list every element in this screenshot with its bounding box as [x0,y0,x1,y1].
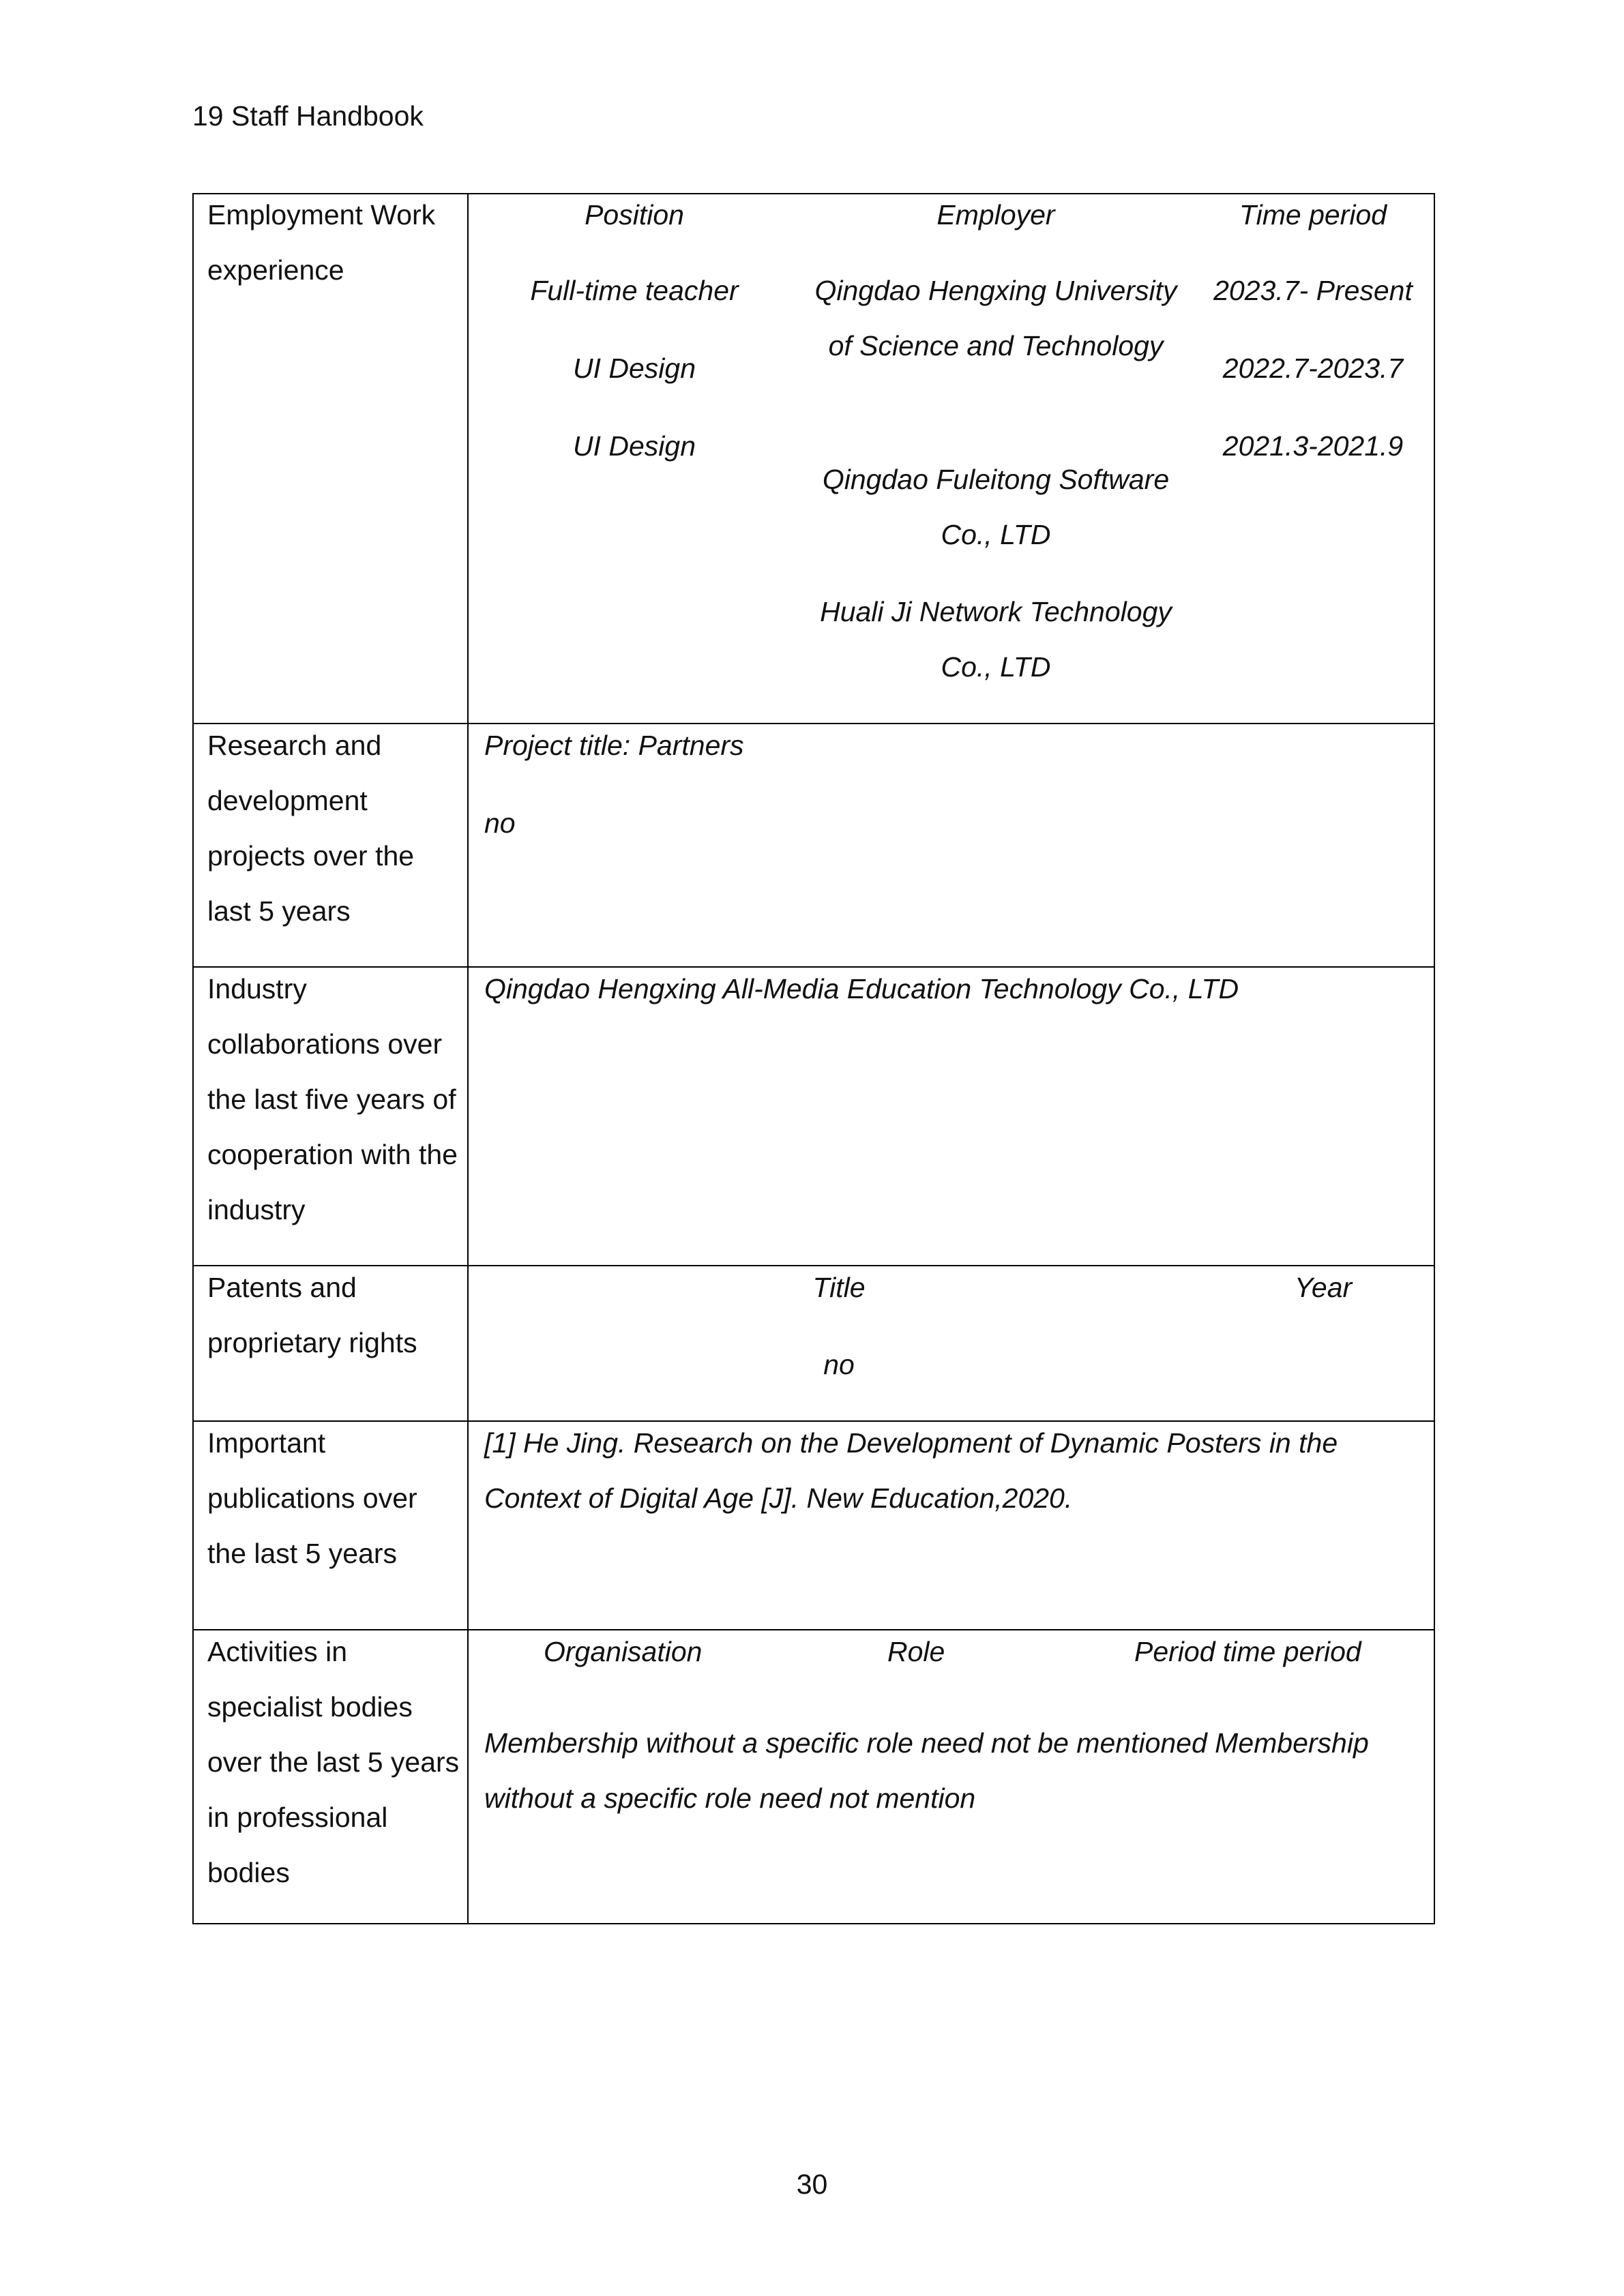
row-label-employment: Employment Work experience [207,199,436,286]
time-period-cell: 2021.3-2021.9 [1222,430,1404,462]
employer-cell: Qingdao Hengxing University of Science and Technology [814,275,1177,361]
project-title: Project title: Partners [484,730,744,761]
row-label-activities: Activities in specialist bodies over the last 5 years in professional bodies [207,1636,460,1888]
position-cell: UI Design [572,353,696,384]
time-period-cell: 2022.7-2023.7 [1222,353,1404,384]
row-label-industry: Industry collaborations over the last five years of cooperation with the industry [207,973,458,1225]
column-header-time-period: Time period [1239,199,1387,230]
column-divider [467,193,469,1924]
page-number: 30 [796,2168,828,2200]
employer-cell: Huali Ji Network Technology Co., LTD [820,596,1172,683]
research-value: no [484,807,516,839]
row-label-patents: Patents and proprietary rights [207,1272,417,1358]
industry-value: Qingdao Hengxing All-Media Education Technology Co., LTD [484,973,1239,1004]
publication-entry: [1] He Jing. Research on the Development of Dynamic Posters in the Context of Digital Age [J]. New Education,2020. [484,1427,1338,1514]
activities-note: Membership without a specific role need not be mentioned Membership without a specific role need not mention [484,1727,1369,1814]
column-header-period: Period time period [1134,1636,1361,1667]
time-period-cell: 2023.7- Present [1213,275,1413,306]
column-header-position: Position [585,199,684,230]
patents-value: no [823,1349,855,1380]
column-header-role: Role [887,1636,945,1667]
position-cell: Full-time teacher [530,275,739,306]
column-header-title: Title [812,1272,866,1303]
row-label-research: Research and development projects over the last 5 years [207,730,415,927]
row-label-publications: Important publications over the last 5 years [207,1427,417,1569]
column-header-organisation: Organisation [544,1636,703,1667]
page-header: 19 Staff Handbook [192,100,424,132]
column-header-employer: Employer [936,199,1055,230]
position-cell: UI Design [572,430,696,462]
employer-cell: Qingdao Fuleitong Software Co., LTD [822,464,1170,550]
column-header-year: Year [1294,1272,1353,1303]
